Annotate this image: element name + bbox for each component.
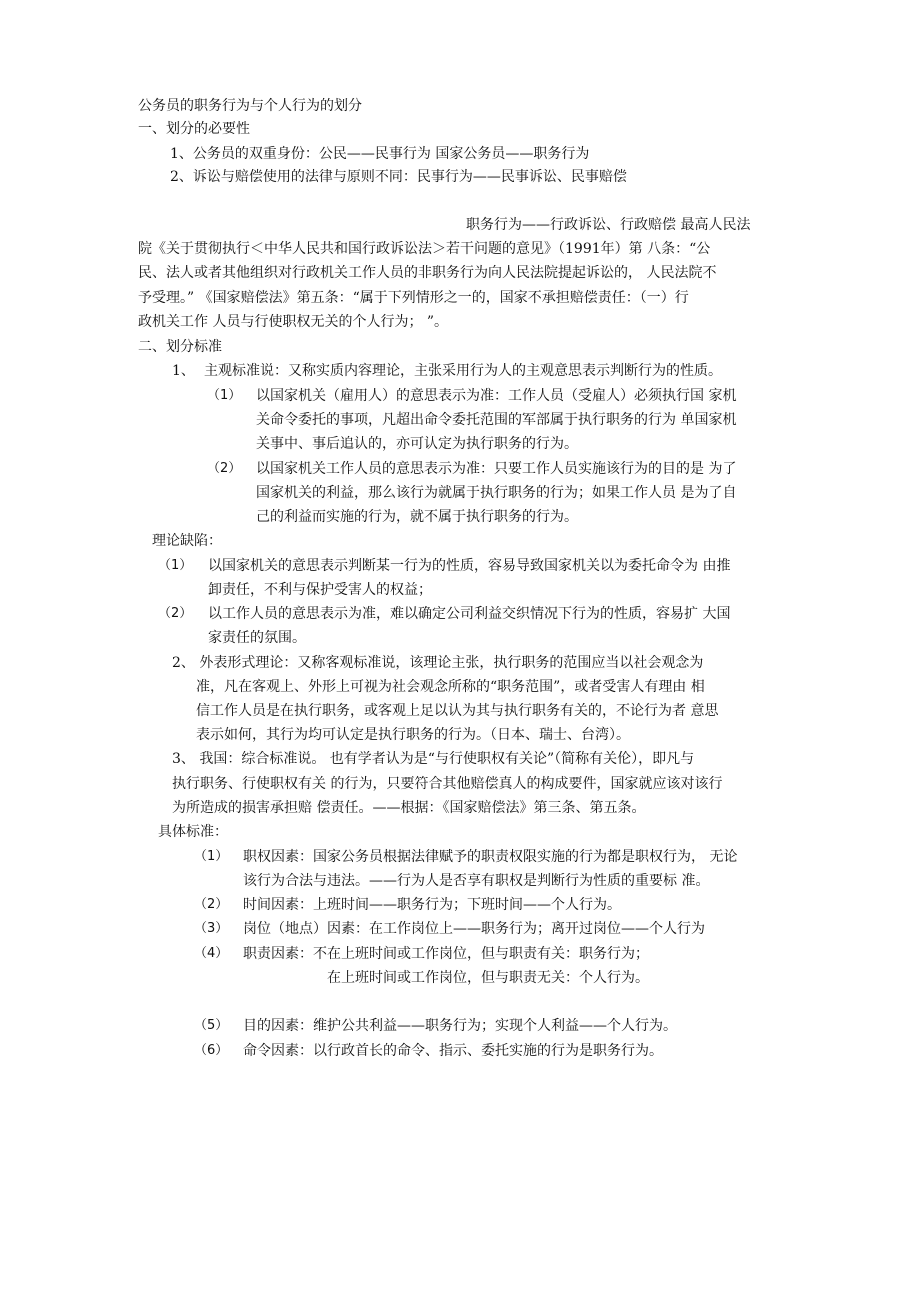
criterion-1-number: （1）: [194, 849, 229, 864]
theory-2-line-3: 信工作人员是在执行职务，或客观上足以认为其与执行职务有关的，不论行为者 意思: [196, 703, 719, 719]
criterion-4-line-1: 职责因素：不在上班时间或工作岗位，但与职责有关：职务行为；: [243, 946, 649, 962]
defect-1-line-2: 卸责任，不利与保护受害人的权益；: [208, 582, 432, 598]
criterion-3-line-1: 岗位（地点）因素：在工作岗位上——职务行为；离开过岗位——个人行为: [243, 921, 705, 937]
defects-heading: 理论缺陷：: [152, 533, 222, 549]
section-1-item-2: 2、诉讼与赔偿使用的法律与原则不同：民事行为——民事诉讼、民事赔偿: [170, 169, 627, 185]
criteria-heading: 具体标准：: [158, 824, 228, 840]
theory-1-b-line-3: 己的利益而实施的行为，就不属于执行职务的行为。: [256, 509, 578, 525]
defect-1-line-1: 以国家机关的意思表示判断某一行为的性质，容易导致国家机关以为委托命令为 由推: [208, 558, 731, 574]
section-1-para-line-2: 院《关于贯彻执行＜中华人民共和国行政诉讼法＞若干问题的意见》（1991年）第 八条：“公: [138, 241, 711, 257]
criterion-3-number: （3）: [194, 921, 229, 936]
theory-1-a-line-3: 关事中、事后追认的，亦可认定为执行职务的行为。: [256, 436, 578, 452]
theory-3-line-2: 执行职务、行使职权有关 的行为，只要符合其他赔偿真人的构成要件，国家就应该对该行: [172, 776, 723, 792]
theory-1-number: 1、: [172, 363, 195, 379]
theory-1-text: 主观标准说：又称实质内容理论，主张采用行为人的主观意思表示判断行为的性质。: [204, 363, 722, 379]
theory-3-line-1: 3、 我国：综合标准说。 也有学者认为是“与行使职权有关论”（简称有关伦），即凡与: [172, 751, 695, 767]
theory-1-a-number: （1）: [207, 388, 242, 403]
theory-1-a-line-1: 以国家机关（雇用人）的意思表示为准：工作人员（受雇人）必须执行国 家机: [256, 388, 737, 404]
section-1-para-line-4: 予受理。” 《国家赔偿法》第五条：“属于下列情形之一的，国家不承担赔偿责任：（一）行: [138, 290, 689, 306]
theory-2-line-4: 表示如何，其行为均可认定是执行职务的行为。（日本、瑞士、台湾）。: [196, 727, 630, 743]
defect-2-number: （2）: [158, 606, 193, 621]
theory-3-line-3: 为所造成的损害承担赔 偿责任。——根据：《国家赔偿法》第三条、第五条。: [172, 800, 646, 816]
theory-1-b-number: （2）: [207, 461, 242, 476]
theory-1-a-line-2: 关命令委托的事项，凡超出命令委托范围的军部属于执行职务的行为 单国家机: [256, 412, 737, 428]
section-2-heading: 二、划分标准: [138, 339, 222, 355]
criterion-2-line-1: 时间因素：上班时间——职务行为；下班时间——个人行为。: [243, 897, 621, 913]
document-title: 公务员的职务行为与个人行为的划分: [138, 98, 362, 114]
criterion-2-number: （2）: [194, 897, 229, 912]
defect-2-line-1: 以工作人员的意思表示为准，难以确定公司利益交织情况下行为的性质，容易扩 大国: [208, 606, 731, 622]
criterion-6-number: （6）: [194, 1043, 229, 1058]
theory-1-b-line-2: 国家机关的利益，那么该行为就属于执行职务的行为；如果工作人员 是为了自: [256, 485, 737, 501]
criterion-5-number: （5）: [194, 1018, 229, 1033]
section-1-para-line-3: 民、法人或者其他组织对行政机关工作人员的非职务行为向人民法院提起诉讼的， 人民法院不: [138, 265, 717, 281]
criterion-1-line-2: 该行为合法与违法。——行为人是否享有职权是判断行为性质的重要标 准。: [243, 873, 710, 889]
defect-2-line-2: 家责任的氛围。: [208, 630, 306, 646]
criterion-4-number: （4）: [194, 946, 229, 961]
criterion-6-line-1: 命令因素：以行政首长的命令、指示、委托实施的行为是职务行为。: [243, 1043, 663, 1059]
theory-2-line-2: 准，凡在客观上、外形上可视为社会观念所称的“职务范围”，或者受害人有理由 相: [196, 679, 705, 695]
criterion-4-line-2: 在上班时间或工作岗位，但与职责无关：个人行为。: [327, 970, 649, 986]
section-1-para-line-1: 职务行为——行政诉讼、行政赔偿 最高人民法: [466, 217, 751, 233]
section-1-heading: 一、划分的必要性: [138, 121, 250, 137]
section-1-para-line-5: 政机关工作 人员与行使职权无关的个人行为； ”。: [138, 314, 449, 330]
theory-2-line-1: 2、 外表形式理论：又称客观标准说，该理论主张，执行职务的范围应当以社会观念为: [172, 655, 704, 671]
criterion-5-line-1: 目的因素：维护公共利益——职务行为；实现个人利益——个人行为。: [243, 1018, 677, 1034]
criterion-1-line-1: 职权因素：国家公务员根据法律赋予的职责权限实施的行为都是职权行为， 无论: [243, 849, 738, 865]
defect-1-number: （1）: [158, 558, 193, 573]
theory-1-b-line-1: 以国家机关工作人员的意思表示为准：只要工作人员实施该行为的目的是 为了: [256, 461, 737, 477]
section-1-item-1: 1、公务员的双重身份：公民——民事行为 国家公务员——职务行为: [170, 146, 590, 162]
